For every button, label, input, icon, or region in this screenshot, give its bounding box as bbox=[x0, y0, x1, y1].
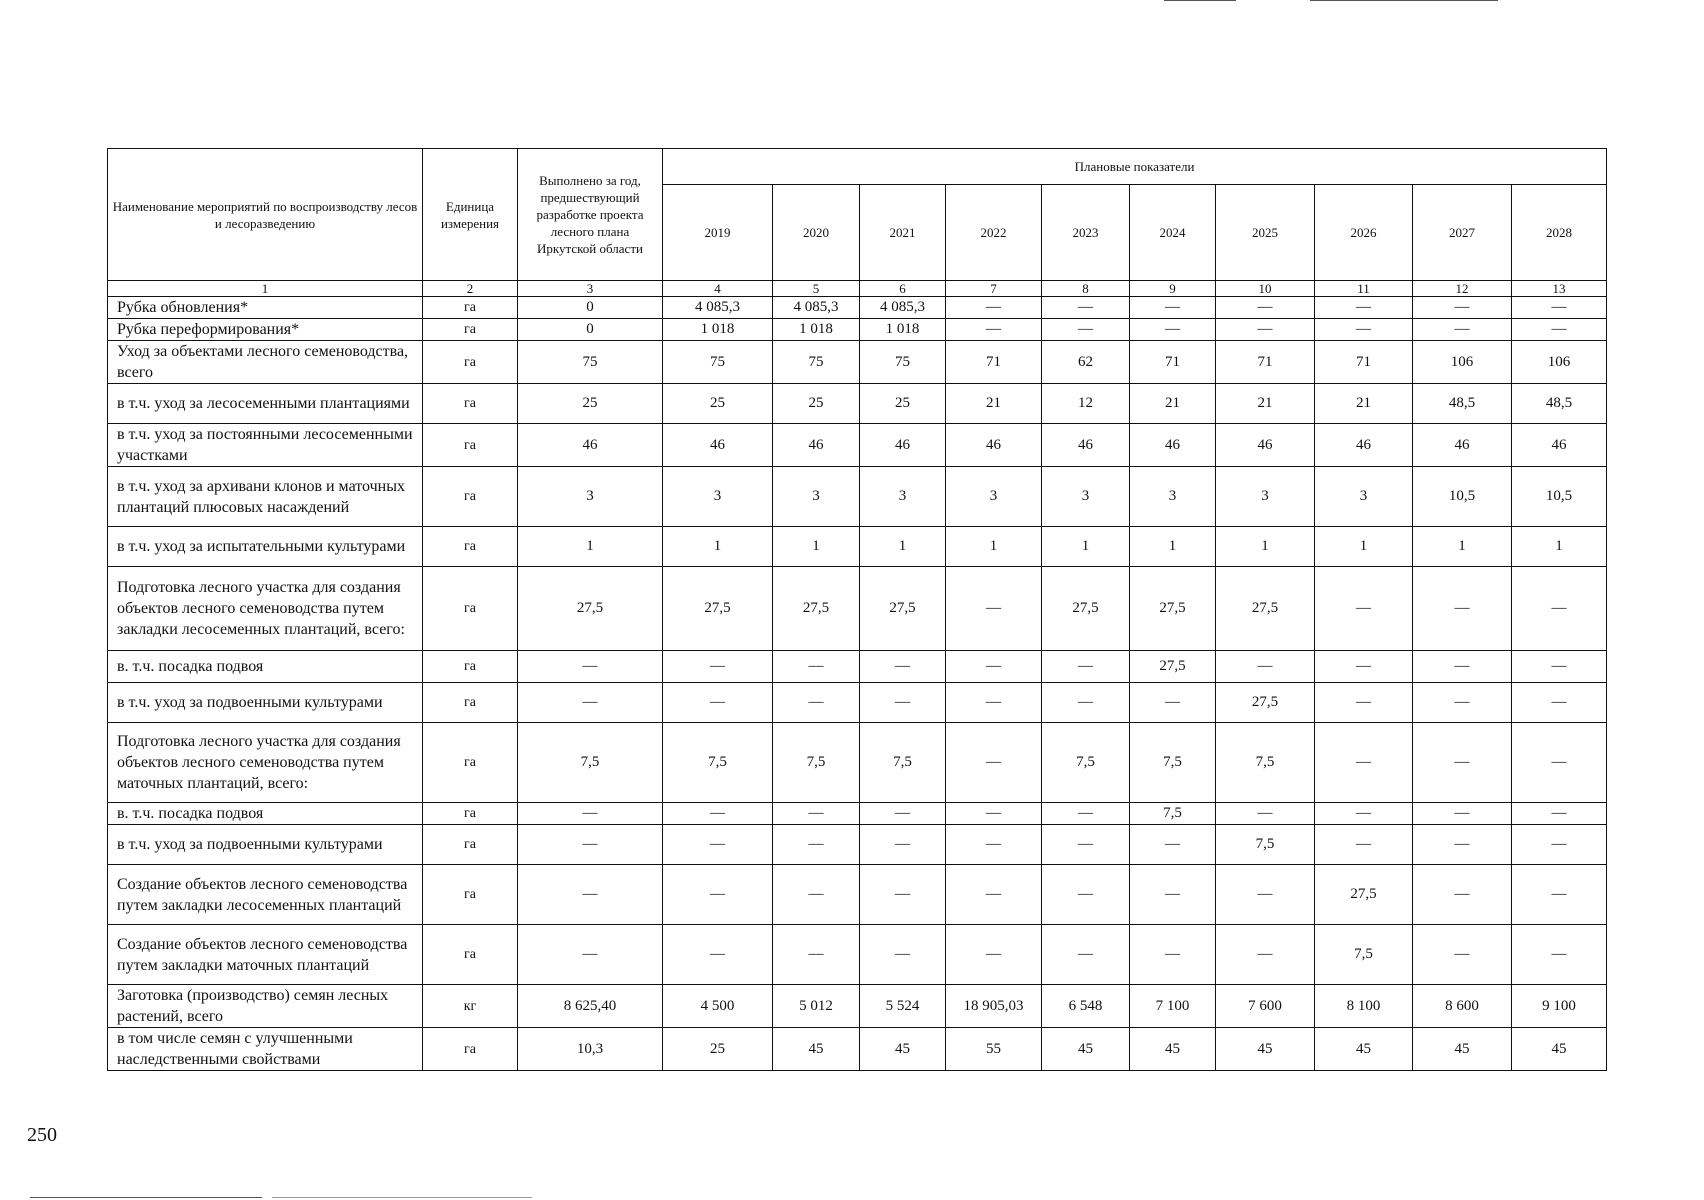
value-cell: — bbox=[1216, 651, 1315, 683]
table-row bbox=[108, 319, 1607, 341]
value-cell: — bbox=[1512, 865, 1607, 925]
value-cell: 27,5 bbox=[1130, 651, 1216, 683]
value-cell: 21 bbox=[1130, 384, 1216, 424]
value-cell: 71 bbox=[1216, 341, 1315, 384]
value-cell: 7,5 bbox=[1042, 723, 1130, 803]
value-cell: 3 bbox=[1315, 467, 1413, 527]
value-cell: — bbox=[773, 865, 860, 925]
value-cell: — bbox=[1130, 925, 1216, 985]
value-cell: 1 bbox=[1315, 527, 1413, 567]
value-cell: 25 bbox=[663, 1028, 773, 1071]
value-cell: — bbox=[1413, 319, 1512, 341]
table-row bbox=[108, 567, 1607, 651]
value-cell: 1 018 bbox=[860, 319, 946, 341]
value-cell: 71 bbox=[1130, 341, 1216, 384]
table-row bbox=[108, 985, 1607, 1028]
value-cell: — bbox=[1042, 297, 1130, 319]
unit-cell: га bbox=[423, 825, 518, 865]
value-cell: 25 bbox=[663, 384, 773, 424]
value-cell: — bbox=[1512, 825, 1607, 865]
value-cell: 46 bbox=[946, 424, 1042, 467]
value-cell: 8 100 bbox=[1315, 985, 1413, 1028]
value-cell: 46 bbox=[1512, 424, 1607, 467]
column-number: 2 bbox=[423, 281, 518, 297]
value-cell: 4 085,3 bbox=[773, 297, 860, 319]
header-year: 2023 bbox=[1042, 185, 1130, 281]
value-cell: 106 bbox=[1512, 341, 1607, 384]
value-cell: 3 bbox=[1130, 467, 1216, 527]
value-cell: — bbox=[518, 865, 663, 925]
value-cell: — bbox=[1216, 865, 1315, 925]
value-cell: 10,5 bbox=[1413, 467, 1512, 527]
value-cell: — bbox=[663, 651, 773, 683]
value-cell: 71 bbox=[1315, 341, 1413, 384]
activity-name-cell: Заготовка (производство) семян лесных растений, всего bbox=[108, 985, 423, 1028]
value-cell: 45 bbox=[1413, 1028, 1512, 1071]
value-cell: — bbox=[1413, 651, 1512, 683]
value-cell: 4 500 bbox=[663, 985, 773, 1028]
activity-name-cell: Подготовка лесного участка для создания объектов лесного семеноводства путем закладки лесосеменных плантаций, всего: bbox=[108, 567, 423, 651]
value-cell: — bbox=[1315, 723, 1413, 803]
value-cell: 71 bbox=[946, 341, 1042, 384]
table-row bbox=[108, 297, 1607, 319]
value-cell: 10,5 bbox=[1512, 467, 1607, 527]
value-cell: 75 bbox=[663, 341, 773, 384]
value-cell: — bbox=[518, 803, 663, 825]
value-cell: — bbox=[946, 803, 1042, 825]
value-cell: — bbox=[860, 651, 946, 683]
value-cell: 7,5 bbox=[1216, 825, 1315, 865]
value-cell: 0 bbox=[518, 297, 663, 319]
value-cell: 1 bbox=[518, 527, 663, 567]
value-cell: 3 bbox=[1042, 467, 1130, 527]
value-cell: 8 600 bbox=[1413, 985, 1512, 1028]
unit-cell: га bbox=[423, 424, 518, 467]
value-cell: 46 bbox=[663, 424, 773, 467]
value-cell: 5 524 bbox=[860, 985, 946, 1028]
value-cell: 7,5 bbox=[1315, 925, 1413, 985]
value-cell: 46 bbox=[1042, 424, 1130, 467]
activity-name-cell: в. т.ч. посадка подвоя bbox=[108, 803, 423, 825]
value-cell: 45 bbox=[860, 1028, 946, 1071]
value-cell: 7,5 bbox=[773, 723, 860, 803]
value-cell: 27,5 bbox=[518, 567, 663, 651]
value-cell: — bbox=[946, 651, 1042, 683]
value-cell: 27,5 bbox=[663, 567, 773, 651]
value-cell: — bbox=[663, 925, 773, 985]
value-cell: — bbox=[773, 651, 860, 683]
unit-cell: га bbox=[423, 527, 518, 567]
value-cell: 9 100 bbox=[1512, 985, 1607, 1028]
document-page bbox=[107, 148, 1606, 1071]
value-cell: — bbox=[773, 825, 860, 865]
value-cell: — bbox=[1216, 297, 1315, 319]
activity-name-cell: в том числе семян с улучшенными наследственными свойствами bbox=[108, 1028, 423, 1071]
value-cell: — bbox=[946, 567, 1042, 651]
table-row bbox=[108, 424, 1607, 467]
header-year: 2028 bbox=[1512, 185, 1607, 281]
value-cell: — bbox=[1413, 865, 1512, 925]
header-year: 2022 bbox=[946, 185, 1042, 281]
table-row bbox=[108, 467, 1607, 527]
value-cell: 27,5 bbox=[1216, 567, 1315, 651]
value-cell: — bbox=[518, 925, 663, 985]
value-cell: — bbox=[773, 925, 860, 985]
unit-cell: га bbox=[423, 319, 518, 341]
value-cell: — bbox=[1413, 925, 1512, 985]
value-cell: 3 bbox=[946, 467, 1042, 527]
value-cell: 25 bbox=[773, 384, 860, 424]
table-row bbox=[108, 527, 1607, 567]
column-number: 6 bbox=[860, 281, 946, 297]
value-cell: 46 bbox=[1315, 424, 1413, 467]
value-cell: 3 bbox=[518, 467, 663, 527]
activity-name-cell: в т.ч. уход за постоянными лесосеменными участками bbox=[108, 424, 423, 467]
value-cell: — bbox=[1512, 567, 1607, 651]
activity-name-cell: Создание объектов лесного семеноводства путем закладки лесосеменных плантаций bbox=[108, 865, 423, 925]
table-row bbox=[108, 384, 1607, 424]
value-cell: 46 bbox=[1413, 424, 1512, 467]
value-cell: — bbox=[1512, 723, 1607, 803]
value-cell: — bbox=[946, 865, 1042, 925]
value-cell: — bbox=[1130, 683, 1216, 723]
table-row bbox=[108, 1028, 1607, 1071]
value-cell: — bbox=[773, 803, 860, 825]
value-cell: 62 bbox=[1042, 341, 1130, 384]
value-cell: 45 bbox=[1130, 1028, 1216, 1071]
unit-cell: га bbox=[423, 567, 518, 651]
value-cell: 7 600 bbox=[1216, 985, 1315, 1028]
value-cell: — bbox=[946, 297, 1042, 319]
value-cell: 27,5 bbox=[773, 567, 860, 651]
header-unit: Единица измерения bbox=[423, 149, 518, 281]
header-year: 2025 bbox=[1216, 185, 1315, 281]
value-cell: — bbox=[1130, 297, 1216, 319]
activity-name-cell: в т.ч. уход за архивани клонов и маточных плантаций плюсовых насаждений bbox=[108, 467, 423, 527]
value-cell: — bbox=[1413, 567, 1512, 651]
column-number: 5 bbox=[773, 281, 860, 297]
table-row bbox=[108, 341, 1607, 384]
value-cell: — bbox=[1315, 297, 1413, 319]
reforestation-plan-table bbox=[107, 148, 1607, 1071]
header-year: 2027 bbox=[1413, 185, 1512, 281]
page-number: 250 bbox=[27, 1124, 57, 1146]
header-year: 2020 bbox=[773, 185, 860, 281]
value-cell: — bbox=[773, 683, 860, 723]
value-cell: 45 bbox=[1512, 1028, 1607, 1071]
value-cell: 55 bbox=[946, 1028, 1042, 1071]
value-cell: 3 bbox=[860, 467, 946, 527]
value-cell: 46 bbox=[518, 424, 663, 467]
activity-name-cell: Подготовка лесного участка для создания объектов лесного семеноводства путем маточных плантаций, всего: bbox=[108, 723, 423, 803]
value-cell: — bbox=[1315, 567, 1413, 651]
value-cell: 1 bbox=[773, 527, 860, 567]
value-cell: 1 bbox=[860, 527, 946, 567]
value-cell: — bbox=[1216, 803, 1315, 825]
value-cell: 7,5 bbox=[663, 723, 773, 803]
value-cell: 45 bbox=[1216, 1028, 1315, 1071]
activity-name-cell: в т.ч. уход за подвоенными культурами bbox=[108, 683, 423, 723]
table-row bbox=[108, 825, 1607, 865]
header-year: 2026 bbox=[1315, 185, 1413, 281]
column-number: 1 bbox=[108, 281, 423, 297]
value-cell: 12 bbox=[1042, 384, 1130, 424]
value-cell: 1 bbox=[663, 527, 773, 567]
value-cell: — bbox=[946, 319, 1042, 341]
unit-cell: га bbox=[423, 865, 518, 925]
value-cell: 5 012 bbox=[773, 985, 860, 1028]
value-cell: 7,5 bbox=[1216, 723, 1315, 803]
column-number: 8 bbox=[1042, 281, 1130, 297]
value-cell: — bbox=[663, 683, 773, 723]
table-row bbox=[108, 925, 1607, 985]
value-cell: — bbox=[860, 803, 946, 825]
table-row bbox=[108, 651, 1607, 683]
value-cell: — bbox=[1042, 865, 1130, 925]
value-cell: — bbox=[1512, 297, 1607, 319]
unit-cell: га bbox=[423, 341, 518, 384]
unit-cell: га bbox=[423, 925, 518, 985]
activity-name-cell: Уход за объектами лесного семеноводства, всего bbox=[108, 341, 423, 384]
value-cell: 27,5 bbox=[860, 567, 946, 651]
value-cell: 3 bbox=[1216, 467, 1315, 527]
value-cell: — bbox=[1130, 319, 1216, 341]
header-plan-group: Плановые показатели bbox=[663, 149, 1607, 185]
value-cell: 48,5 bbox=[1413, 384, 1512, 424]
value-cell: — bbox=[1413, 683, 1512, 723]
value-cell: — bbox=[1512, 803, 1607, 825]
value-cell: — bbox=[1042, 803, 1130, 825]
value-cell: 1 018 bbox=[663, 319, 773, 341]
value-cell: 48,5 bbox=[1512, 384, 1607, 424]
value-cell: — bbox=[946, 723, 1042, 803]
scan-artifact-bottom-2 bbox=[272, 1197, 532, 1198]
value-cell: — bbox=[518, 683, 663, 723]
value-cell: — bbox=[1315, 803, 1413, 825]
scan-artifact-top-1 bbox=[1164, 0, 1236, 1]
value-cell: — bbox=[946, 683, 1042, 723]
value-cell: 46 bbox=[860, 424, 946, 467]
value-cell: — bbox=[1413, 803, 1512, 825]
value-cell: 21 bbox=[946, 384, 1042, 424]
table-row bbox=[108, 723, 1607, 803]
value-cell: 6 548 bbox=[1042, 985, 1130, 1028]
value-cell: — bbox=[518, 825, 663, 865]
value-cell: — bbox=[663, 865, 773, 925]
value-cell: — bbox=[1315, 825, 1413, 865]
value-cell: 21 bbox=[1315, 384, 1413, 424]
value-cell: — bbox=[663, 825, 773, 865]
table-row bbox=[108, 683, 1607, 723]
value-cell: 27,5 bbox=[1216, 683, 1315, 723]
value-cell: 18 905,03 bbox=[946, 985, 1042, 1028]
unit-cell: га bbox=[423, 723, 518, 803]
value-cell: — bbox=[1130, 865, 1216, 925]
value-cell: 106 bbox=[1413, 341, 1512, 384]
unit-cell: га bbox=[423, 297, 518, 319]
value-cell: — bbox=[518, 651, 663, 683]
value-cell: 46 bbox=[773, 424, 860, 467]
value-cell: 25 bbox=[860, 384, 946, 424]
column-number: 11 bbox=[1315, 281, 1413, 297]
value-cell: — bbox=[946, 925, 1042, 985]
column-number: 10 bbox=[1216, 281, 1315, 297]
scan-artifact-top-2 bbox=[1310, 0, 1498, 1]
unit-cell: га bbox=[423, 683, 518, 723]
unit-cell: га bbox=[423, 467, 518, 527]
value-cell: 75 bbox=[518, 341, 663, 384]
value-cell: 1 bbox=[1130, 527, 1216, 567]
activity-name-cell: Рубка переформирования* bbox=[108, 319, 423, 341]
header-year: 2019 bbox=[663, 185, 773, 281]
value-cell: — bbox=[1413, 723, 1512, 803]
value-cell: — bbox=[1413, 297, 1512, 319]
unit-cell: га bbox=[423, 651, 518, 683]
value-cell: 3 bbox=[663, 467, 773, 527]
value-cell: 27,5 bbox=[1315, 865, 1413, 925]
unit-cell: га bbox=[423, 1028, 518, 1071]
value-cell: — bbox=[1512, 683, 1607, 723]
value-cell: 8 625,40 bbox=[518, 985, 663, 1028]
column-number: 7 bbox=[946, 281, 1042, 297]
table-row bbox=[108, 803, 1607, 825]
header-year: 2021 bbox=[860, 185, 946, 281]
value-cell: 0 bbox=[518, 319, 663, 341]
value-cell: 7,5 bbox=[518, 723, 663, 803]
value-cell: 45 bbox=[1042, 1028, 1130, 1071]
value-cell: — bbox=[663, 803, 773, 825]
value-cell: 21 bbox=[1216, 384, 1315, 424]
value-cell: — bbox=[1315, 683, 1413, 723]
activity-name-cell: в. т.ч. посадка подвоя bbox=[108, 651, 423, 683]
value-cell: 3 bbox=[773, 467, 860, 527]
value-cell: 25 bbox=[518, 384, 663, 424]
activity-name-cell: в т.ч. уход за лесосеменными плантациями bbox=[108, 384, 423, 424]
value-cell: — bbox=[1413, 825, 1512, 865]
value-cell: — bbox=[1315, 319, 1413, 341]
value-cell: 45 bbox=[773, 1028, 860, 1071]
value-cell: — bbox=[1042, 319, 1130, 341]
value-cell: 1 bbox=[1413, 527, 1512, 567]
value-cell: 7 100 bbox=[1130, 985, 1216, 1028]
value-cell: — bbox=[1315, 651, 1413, 683]
value-cell: 27,5 bbox=[1130, 567, 1216, 651]
value-cell: — bbox=[1512, 651, 1607, 683]
value-cell: 46 bbox=[1130, 424, 1216, 467]
value-cell: — bbox=[946, 825, 1042, 865]
value-cell: — bbox=[860, 865, 946, 925]
activity-name-cell: в т.ч. уход за подвоенными культурами bbox=[108, 825, 423, 865]
value-cell: 10,3 bbox=[518, 1028, 663, 1071]
value-cell: — bbox=[1216, 925, 1315, 985]
value-cell: 4 085,3 bbox=[860, 297, 946, 319]
scan-artifact-bottom-1 bbox=[30, 1197, 262, 1198]
value-cell: — bbox=[860, 925, 946, 985]
value-cell: 1 018 bbox=[773, 319, 860, 341]
column-number: 12 bbox=[1413, 281, 1512, 297]
value-cell: 75 bbox=[773, 341, 860, 384]
header-done-prev-year: Выполнено за год, предшествующий разработке проекта лесного плана Иркутской области bbox=[518, 149, 663, 281]
value-cell: — bbox=[1042, 651, 1130, 683]
column-number: 9 bbox=[1130, 281, 1216, 297]
value-cell: — bbox=[1512, 319, 1607, 341]
header-activity-name: Наименование мероприятий по воспроизводству лесов и лесоразведению bbox=[108, 149, 423, 281]
value-cell: — bbox=[860, 825, 946, 865]
value-cell: — bbox=[1512, 925, 1607, 985]
value-cell: 46 bbox=[1216, 424, 1315, 467]
value-cell: 45 bbox=[1315, 1028, 1413, 1071]
value-cell: 75 bbox=[860, 341, 946, 384]
table-row bbox=[108, 865, 1607, 925]
value-cell: — bbox=[1042, 683, 1130, 723]
value-cell: — bbox=[1130, 825, 1216, 865]
value-cell: 7,5 bbox=[860, 723, 946, 803]
value-cell: 1 bbox=[946, 527, 1042, 567]
unit-cell: га bbox=[423, 803, 518, 825]
value-cell: 1 bbox=[1042, 527, 1130, 567]
value-cell: 1 bbox=[1216, 527, 1315, 567]
value-cell: — bbox=[1042, 925, 1130, 985]
unit-cell: га bbox=[423, 384, 518, 424]
activity-name-cell: Рубка обновления* bbox=[108, 297, 423, 319]
value-cell: — bbox=[1042, 825, 1130, 865]
value-cell: 27,5 bbox=[1042, 567, 1130, 651]
activity-name-cell: Создание объектов лесного семеноводства путем закладки маточных плантаций bbox=[108, 925, 423, 985]
value-cell: — bbox=[1216, 319, 1315, 341]
value-cell: 7,5 bbox=[1130, 723, 1216, 803]
value-cell: 4 085,3 bbox=[663, 297, 773, 319]
value-cell: 7,5 bbox=[1130, 803, 1216, 825]
column-number: 3 bbox=[518, 281, 663, 297]
value-cell: — bbox=[860, 683, 946, 723]
column-number: 13 bbox=[1512, 281, 1607, 297]
column-number: 4 bbox=[663, 281, 773, 297]
activity-name-cell: в т.ч. уход за испытательными культурами bbox=[108, 527, 423, 567]
unit-cell: кг bbox=[423, 985, 518, 1028]
value-cell: 1 bbox=[1512, 527, 1607, 567]
header-year: 2024 bbox=[1130, 185, 1216, 281]
column-number-row bbox=[108, 281, 1607, 297]
